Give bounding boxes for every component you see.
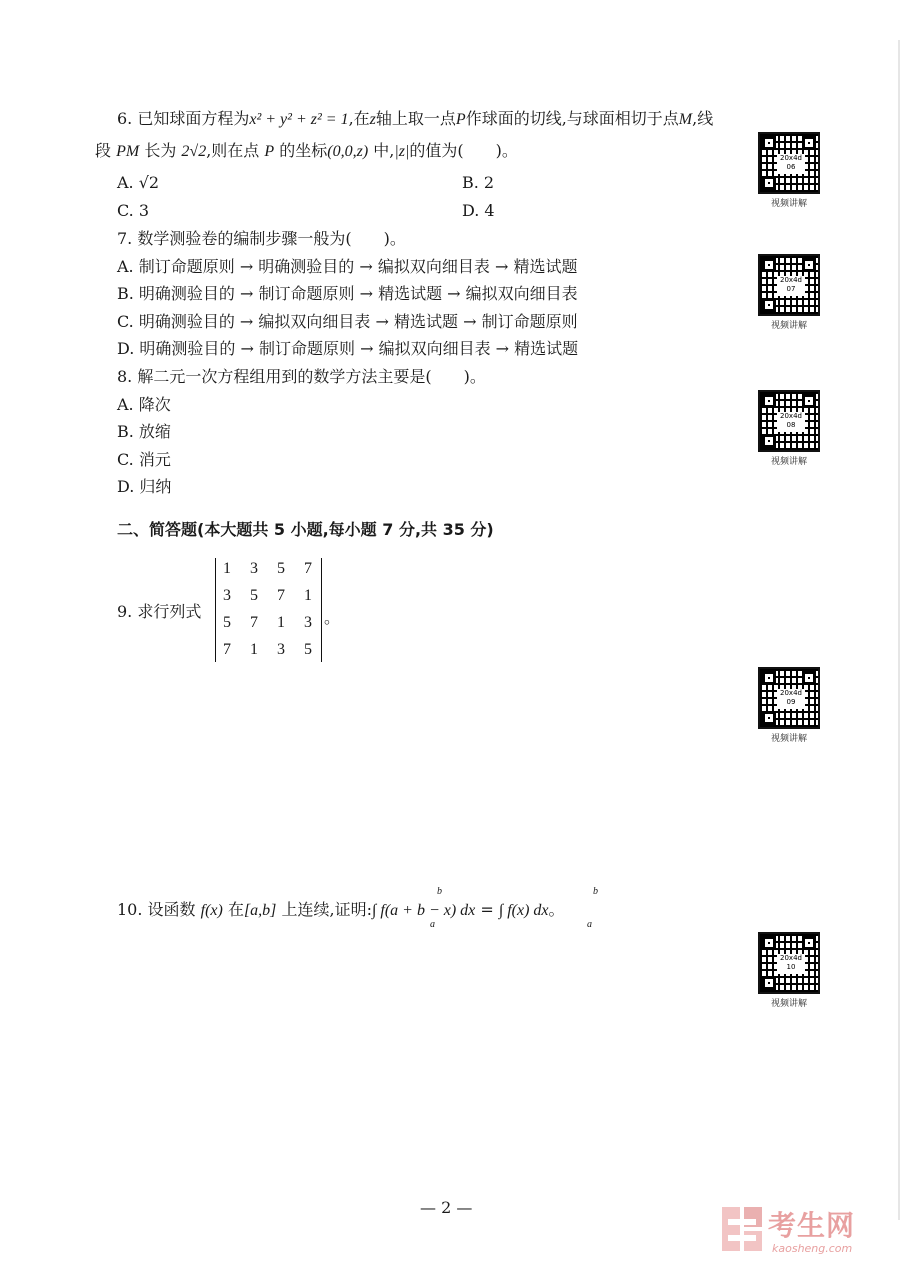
page-number: — 2 — (420, 1198, 473, 1217)
q10-lhs-upper-limit: b (437, 886, 442, 897)
qr-finder (762, 976, 776, 990)
q10-text: 上连续,证明: (281, 900, 372, 919)
qr-finder (762, 434, 776, 448)
det-cell: 5 (250, 587, 258, 604)
qr-code[interactable] (758, 254, 820, 316)
watermark-text-cn: 考生网 (768, 1209, 856, 1242)
q8-stem: 8. 解二元一次方程组用到的数学方法主要是( )。 (117, 367, 486, 386)
det-cell: 1 (277, 614, 285, 631)
qr-code[interactable] (758, 390, 820, 452)
q6-axis: z (369, 111, 376, 128)
qr-finder (762, 936, 776, 950)
qr-caption: 视频讲解 (770, 457, 807, 467)
qr-label: 20x4d 07 (777, 276, 805, 296)
q10-equals: = (475, 900, 499, 919)
watermark-logo (720, 1200, 890, 1260)
q6-text: 的值为( )。 (409, 141, 518, 160)
qr-finder (802, 671, 816, 685)
det-cell: 3 (277, 641, 285, 658)
qr-label: 20x4d 10 (777, 954, 805, 974)
det-cell: 1 (250, 641, 258, 658)
det-cell: 1 (223, 560, 231, 577)
q6-abs-z: |z| (394, 143, 410, 160)
q6-sphere-equation: x² + y² + z² = 1 (249, 111, 349, 128)
qr-label: 20x4d 08 (777, 412, 805, 432)
q10-text: 10. 设函数 (117, 900, 196, 919)
q6-text: ,线 (692, 109, 714, 128)
det-cell: 7 (223, 641, 231, 658)
q10-lhs-integral: ∫ f(a + b − x) dx (371, 902, 476, 919)
qr-finder (762, 711, 776, 725)
det-cell: 7 (277, 587, 285, 604)
det-cell: 5 (304, 641, 312, 658)
q10-interval: [a,b] (243, 902, 277, 919)
qr-caption: 视频讲解 (770, 734, 807, 744)
q6-option-c: C. 3 (117, 201, 150, 220)
qr-label: 20x4d 09 (777, 689, 805, 709)
q9-stem: 9. 求行列式 (117, 602, 202, 621)
q9-determinant (215, 558, 322, 662)
det-cell: 7 (304, 560, 312, 577)
q6-option-a: A. √2 (117, 173, 160, 192)
q6-line2 (95, 140, 518, 163)
q6-text: 长为 (144, 141, 177, 160)
q6-option-d: D. 4 (462, 201, 495, 220)
det-cell: 3 (250, 560, 258, 577)
qr-caption: 视频讲解 (770, 199, 807, 209)
qr-code[interactable] (758, 667, 820, 729)
q7-option-d: D. 明确测验目的 → 制订命题原则 → 编拟双向细目表 → 精选试题 (117, 339, 579, 358)
q7-stem: 7. 数学测验卷的编制步骤一般为( )。 (117, 229, 406, 248)
q10-function: f(x) (200, 902, 223, 919)
qr-code[interactable] (758, 132, 820, 194)
q6-line1 (117, 108, 713, 131)
qr-label: 20x4d 06 (777, 154, 805, 174)
q6-coordinate: (0,0,z) (327, 143, 369, 160)
q10-rhs-lower-limit: a (587, 919, 592, 930)
qr-finder (762, 176, 776, 190)
q10-rhs-upper-limit: b (593, 886, 598, 897)
q8-option-b: B. 放缩 (117, 422, 171, 441)
q8-option-a: A. 降次 (117, 395, 171, 414)
q6-text: 轴上取一点 (375, 109, 456, 128)
q7-option-c: C. 明确测验目的 → 编拟双向细目表 → 精选试题 → 制订命题原则 (117, 312, 578, 331)
qr-finder (802, 394, 816, 408)
qr-finder (802, 936, 816, 950)
q6-text: 中, (373, 141, 395, 160)
qr-finder (762, 298, 776, 312)
det-cell: 3 (223, 587, 231, 604)
watermark-emblem-icon (720, 1205, 764, 1255)
q6-text: 作球面的切线,与球面相切于点 (465, 109, 679, 128)
det-cell: 3 (304, 614, 312, 631)
qr-finder (762, 394, 776, 408)
qr-finder (802, 136, 816, 150)
q10-rhs-integral: ∫ f(x) dx (498, 902, 549, 919)
q10-line (117, 899, 565, 922)
q10-text: 在 (227, 900, 244, 919)
q6-text: ,则在点 (206, 141, 260, 160)
qr-caption: 视频讲解 (770, 999, 807, 1009)
qr-code[interactable] (758, 932, 820, 994)
q9-end: 。 (324, 608, 341, 627)
q10-end: 。 (548, 900, 565, 919)
q6-segment: PM (116, 143, 140, 160)
section-title: 二、简答题(本大题共 5 小题,每小题 7 分,共 35 分) (117, 520, 494, 539)
det-cell: 5 (223, 614, 231, 631)
q8-option-c: C. 消元 (117, 450, 171, 469)
qr-caption: 视频讲解 (770, 321, 807, 331)
q6-text: 的坐标 (279, 141, 328, 160)
q6-option-b: B. 2 (462, 173, 495, 192)
q6-point-p: P (455, 111, 466, 128)
q6-text: 段 (95, 141, 112, 160)
q8-option-d: D. 归纳 (117, 477, 172, 496)
det-cell: 1 (304, 587, 312, 604)
q6-text: 6. 已知球面方程为 (117, 109, 250, 128)
q6-text: ,在 (348, 109, 370, 128)
qr-finder (762, 258, 776, 272)
q6-point-p: P (264, 143, 275, 160)
watermark-text-en: kaosheng.com (772, 1242, 853, 1255)
qr-finder (762, 671, 776, 685)
q7-option-a: A. 制订命题原则 → 明确测验目的 → 编拟双向细目表 → 精选试题 (117, 257, 578, 276)
q6-point-m: M (678, 111, 693, 128)
det-cell: 7 (250, 614, 258, 631)
q6-length: 2√2 (181, 143, 207, 160)
qr-finder (762, 136, 776, 150)
q10-lhs-lower-limit: a (430, 919, 435, 930)
qr-finder (802, 258, 816, 272)
det-cell: 5 (277, 560, 285, 577)
q7-option-b: B. 明确测验目的 → 制订命题原则 → 精选试题 → 编拟双向细目表 (117, 284, 578, 303)
